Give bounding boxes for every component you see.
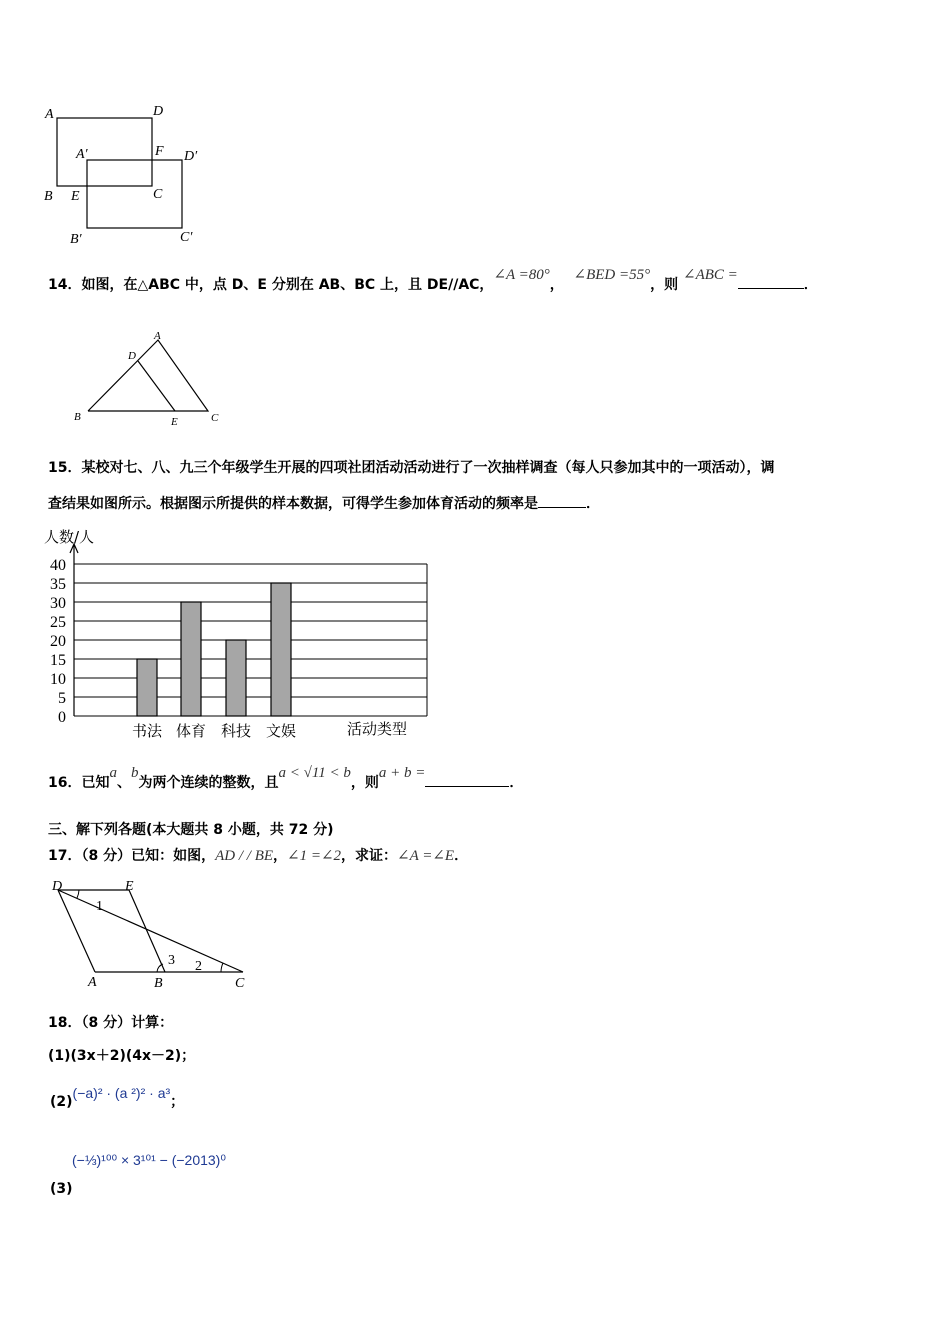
q16-end: ． <box>509 775 524 791</box>
q14-angle-bed: ∠BED =55° <box>573 267 651 283</box>
q15-end: ． <box>586 496 600 512</box>
q17-prove: ，求证： <box>341 848 398 864</box>
q14-end: ． <box>803 277 818 293</box>
label-C-prime: C′ <box>180 230 193 245</box>
y-tick-label: 40 <box>50 557 66 574</box>
x-category-label: 科技 <box>220 722 252 740</box>
q17-end: ． <box>454 848 469 864</box>
y-axis-label: 人数/人 <box>44 528 95 546</box>
bar-4 <box>271 583 291 716</box>
q16-prefix: 16．已知 <box>48 775 110 791</box>
x-axis-label: 活动类型 <box>347 720 408 738</box>
q16-sep: 、 <box>116 775 131 791</box>
q18-title: 18．（8 分）计算： <box>48 1015 174 1031</box>
section-3-heading: 三、解下列各题(本大题共 8 小题，共 72 分) <box>48 822 334 838</box>
y-tick-label: 15 <box>50 652 66 669</box>
label-B-prime: B′ <box>70 232 82 247</box>
y-tick-label: 20 <box>50 633 66 650</box>
q14-angle-a: ∠A =80° <box>493 267 550 283</box>
fig17-angle-1: 1 <box>96 899 103 914</box>
q18-part1: (1)(3x＋2)(4x－2)； <box>48 1048 196 1064</box>
tri-label-C: C <box>211 412 219 424</box>
q16-answer-blank[interactable] <box>425 772 509 787</box>
q18-part3-expr: (−⅓)¹⁰⁰ × 3¹⁰¹ − (−2013)⁰ <box>72 1152 226 1168</box>
q16-expression: a + b = <box>378 765 426 781</box>
tri-label-B: B <box>74 411 81 423</box>
q15-line2: 查结果如图所示。根据图示所提供的样本数据，可得学生参加体育活动的频率是 <box>48 496 538 512</box>
label-B: B <box>44 189 53 204</box>
q18-part2-label: (2) <box>50 1094 73 1110</box>
label-D: D <box>153 104 164 119</box>
label-C: C <box>153 187 163 202</box>
q16-inequality: a < √11 < b <box>278 765 351 781</box>
parallel-lines-figure <box>45 876 260 992</box>
bar-1 <box>137 659 157 716</box>
tri-label-D: D <box>128 350 136 362</box>
q14-mid: ，则 <box>650 277 679 293</box>
y-tick-label: 0 <box>58 709 66 726</box>
q17-goal: ∠A =∠E <box>397 848 455 864</box>
question-16 <box>48 762 524 791</box>
tri-label-E: E <box>171 416 178 428</box>
bar-3 <box>226 640 246 716</box>
q17-sep: ， <box>273 848 288 864</box>
label-A: A <box>45 107 54 122</box>
x-category-label: 体育 <box>175 722 207 740</box>
rectangles-figure <box>40 100 220 250</box>
q17-given: AD / / BE <box>215 848 274 864</box>
q16-mid: 为两个连续的整数，且 <box>138 775 279 791</box>
q15-answer-blank[interactable] <box>538 493 586 508</box>
fig17-label-B: B <box>154 976 163 991</box>
q18-part2-expr: (−a)² · (a ²)² · a³ <box>72 1085 171 1101</box>
tri-label-A: A <box>154 330 161 342</box>
q15-line1: 15．某校对七、八、九三个年级学生开展的四项社团活动活动进行了一次抽样调查（每人只参加其中的一项活动），调 <box>48 460 775 476</box>
y-tick-label: 30 <box>50 595 66 612</box>
fig17-label-C: C <box>235 976 245 991</box>
y-tick-label: 5 <box>58 690 66 707</box>
q17-angles: ∠1 =∠2 <box>287 848 342 864</box>
y-tick-label: 10 <box>50 671 66 688</box>
q16-var-a: a <box>109 765 117 781</box>
fig17-angle-3: 3 <box>168 953 175 968</box>
question-15-line2 <box>48 493 600 513</box>
q16-var-b: b <box>130 765 139 781</box>
fig17-label-E: E <box>125 879 134 894</box>
q14-sep: ， <box>549 277 564 293</box>
fig17-label-A: A <box>88 975 97 990</box>
activity-bar-chart <box>40 525 440 745</box>
label-D-prime: D′ <box>184 149 198 164</box>
q18-part2-end: ； <box>170 1094 185 1110</box>
q17-prefix: 17．（8 分）已知：如图， <box>48 848 216 864</box>
question-18-part2 <box>50 1083 185 1110</box>
question-17 <box>48 845 468 865</box>
label-F: F <box>155 144 164 159</box>
q14-answer-blank[interactable] <box>738 274 804 289</box>
y-tick-label: 25 <box>50 614 66 631</box>
q18-part3-label: (3) <box>50 1181 73 1197</box>
fig17-label-D: D <box>52 879 63 894</box>
fig17-angle-2: 2 <box>195 959 202 974</box>
label-E: E <box>71 189 80 204</box>
bar-2 <box>181 602 201 716</box>
x-category-label: 书法 <box>131 722 163 740</box>
question-14 <box>48 264 818 293</box>
q14-prefix: 14．如图，在△ABC 中，点 D、E 分别在 AB、BC 上，且 DE//AC， <box>48 277 494 293</box>
x-category-label: 文娱 <box>265 722 297 740</box>
triangle-figure <box>70 328 230 433</box>
y-tick-label: 35 <box>50 576 66 593</box>
label-A-prime: A′ <box>76 147 88 162</box>
q14-angle-abc: ∠ABC = <box>683 267 738 283</box>
q16-then: ，则 <box>350 775 379 791</box>
